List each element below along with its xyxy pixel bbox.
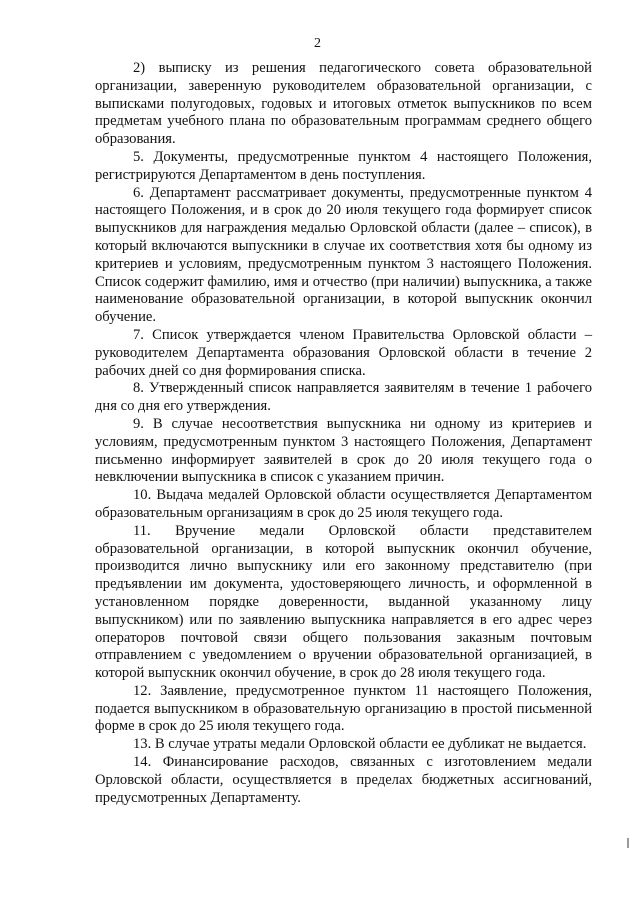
paragraph-clause-5: 5. Документы, предусмотренные пунктом 4 настоящего Положения, регистрируются Департаментом в день поступления. [95, 148, 592, 183]
paragraph-clause-10: 10. Выдача медалей Орловской области осуществляется Департаментом образовательным организациям в срок до 25 июля текущего года. [95, 487, 592, 521]
paragraph-clause-11: 11. Вручение медали Орловской области представителем образовательной организации, в которой выпускник окончил обучение, производится лично выпускнику или его законному представителю (при предъявлении им документа, удостоверяющего личность, и оформленной в установленном порядке доверенности, выданной указанному лицу выпускником) или по заявлению выпускника направляется в его адрес через операторов почтовой связи общего пользования заказным почтовым отправлением с уведомлением о вручении образовательной организацией, в которой выпускник окончил обучение, в срок до 28 июля текущего года. [95, 522, 592, 682]
paragraph-clause-8: 8. Утвержденный список направляется заявителям в течение 1 рабочего дня со дня его утверждения. [95, 380, 592, 415]
paragraph-clause-6: 6. Департамент рассматривает документы, предусмотренные пунктом 4 настоящего Положения, и в срок до 20 июля текущего года формирует список выпускников для награждения медалью Орловской области (далее – список), в который включаются выпускники в случае их соответствия хотя бы одному из критериев и условиям, предусмотренным пунктом 3 настоящего Положения. Список содержит фамилию, имя и отчество (при наличии) выпускника, а также наименование образовательной организации, в которой выпускник окончил обучение. [95, 184, 592, 326]
page-number: 2 [314, 36, 321, 51]
paragraph-clause-7: 7. Список утверждается членом Правительства Орловской области – руководителем Департамента образования Орловской области в течение 2 рабочих дней со дня формирования списка. [95, 326, 592, 379]
paragraph-clause-12: 12. Заявление, предусмотренное пунктом 11 настоящего Положения, подается выпускником в образовательную организацию в простой письменной форме в срок до 25 июля текущего года. [95, 682, 592, 735]
paragraph-clause-14: 14. Финансирование расходов, связанных с изготовлением медали Орловской области, осуществляется в пределах бюджетных ассигнований, предусмотренных Департаменту. [95, 754, 592, 806]
paragraph-clause-13: 13. В случае утраты медали Орловской области ее дубликат не выдается. [133, 736, 587, 753]
document-body [95, 60, 592, 807]
paragraph-item-2: 2) выписку из решения педагогического совета образовательной организации, заверенную руководителем образовательной организации, с выписками полугодовых, годовых и итоговых отметок выпускников по всем предметам учебного плана по образовательным программам среднего общего образования. [95, 60, 592, 148]
paragraph-clause-9: 9. В случае несоответствия выпускника ни одному из критериев и условиям, предусмотренным пунктом 3 настоящего Положения, Департамент письменно информирует заявителей в срок до 20 июля текущего года о невключении выпускника в список с указанием причин. [95, 415, 592, 486]
scan-artifact-mark [627, 838, 629, 848]
